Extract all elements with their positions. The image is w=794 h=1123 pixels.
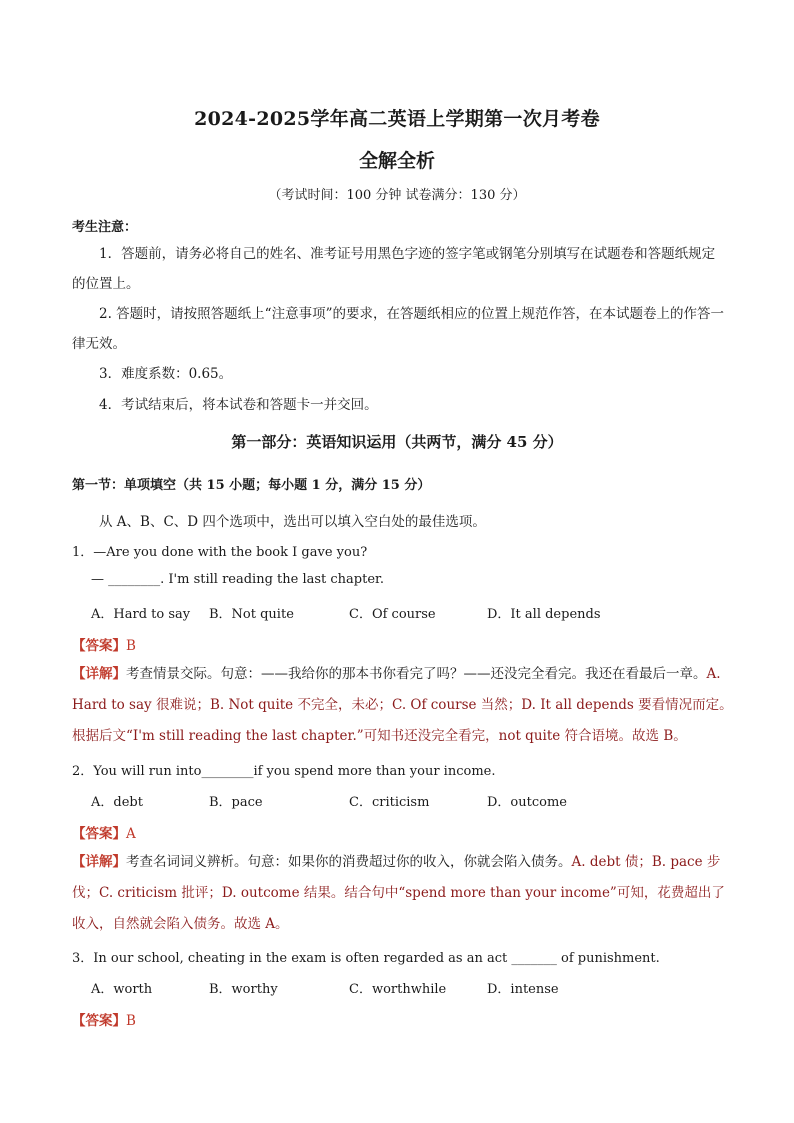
q1-stem: 1．—Are you done with the book I gave you? — [72, 545, 368, 560]
answer-value: B — [126, 1013, 136, 1029]
detail-lead: 考查名词词义辨析。句意：如果你的消费超过你的收入，你就会陷入债务。 — [126, 854, 572, 870]
part-title: 第一部分：英语知识运用（共两节，满分 45 分） — [231, 433, 563, 451]
q1-option-a: A．Hard to say — [91, 607, 191, 622]
q2-option-b: B．pace — [209, 795, 263, 810]
q1-stem-2: — ________. I'm still reading the last chapter. — [91, 572, 384, 587]
answer-label: 【答案】 — [72, 638, 126, 654]
q1-option-b: B．Not quite — [209, 607, 294, 622]
exam-subtitle: 全解全析 — [358, 150, 435, 172]
notice-heading: 考生注意： — [72, 220, 138, 235]
q1-option-c: C．Of course — [349, 607, 436, 622]
q1-detail — [72, 659, 736, 752]
q2-option-d: D．outcome — [487, 795, 567, 810]
q3-answer — [72, 1009, 136, 1029]
q2-stem: 2．You will run into________if you spend more than your income. — [72, 764, 496, 779]
section-title: 第一节：单项填空（共 15 小题；每小题 1 分，满分 15 分） — [72, 478, 431, 493]
q3-option-a: A．worth — [91, 982, 153, 997]
q3-option-d: D．intense — [487, 982, 559, 997]
notice-item-1: 1．答题前，请务必将自己的姓名、准考证号用黑色字迹的签字笔或钢笔分别填写在试题卷和答题纸规定的位置上。 — [72, 246, 716, 292]
q2-option-c: C．criticism — [349, 795, 430, 810]
notice-item-3: 3．难度系数：0.65。 — [99, 366, 233, 382]
notice-item-4: 4．考试结束后，将本试卷和答题卡一并交回。 — [99, 397, 378, 413]
q3-option-b: B．worthy — [209, 982, 278, 997]
instruction: 从 A、B、C、D 四个选项中，选出可以填入空白处的最佳选项。 — [99, 514, 486, 530]
detail-rest: A. Hard to say 很难说；B. Not quite 不完全，未必；C. Of course 当然；D. It all depends 要看情况而定。根据后文“I'm still reading the last chapter.”可知书还没完全看完，not quite 符合语境。故选 B。 — [72, 666, 733, 744]
q2-detail — [72, 847, 726, 940]
q3-stem: 3．In our school, cheating in the exam is often regarded as an act _______ of punishment. — [72, 951, 660, 966]
q3-option-c: C．worthwhile — [349, 982, 447, 997]
answer-label: 【答案】 — [72, 1013, 126, 1029]
answer-value: A — [126, 826, 136, 842]
q2-answer — [72, 822, 136, 842]
answer-value: B — [126, 638, 136, 654]
detail-rest: A. debt 债；B. pace 步伐；C. criticism 批评；D. outcome 结果。结合句中“spend more than your income”可知，花费超出了收入，自然就会陷入债务。故选 A。 — [72, 854, 725, 932]
answer-label: 【答案】 — [72, 826, 126, 842]
q1-answer — [72, 634, 136, 654]
notice-item-2: 2. 答题时，请按照答题纸上“注意事项”的要求，在答题纸相应的位置上规范作答，在本试题卷上的作答一律无效。 — [72, 306, 724, 352]
exam-meta: （考试时间：100 分钟 试卷满分：130 分） — [268, 188, 526, 203]
q1-option-d: D．It all depends — [487, 607, 601, 622]
detail-label: 【详解】 — [72, 854, 126, 870]
exam-title: 2024-2025学年高二英语上学期第一次月考卷 — [194, 108, 600, 130]
detail-label: 【详解】 — [72, 666, 126, 682]
q2-option-a: A．debt — [91, 795, 143, 810]
detail-lead: 考查情景交际。句意：——我给你的那本书你看完了吗？——还没完全看完。我还在看最后一章。 — [126, 666, 707, 682]
